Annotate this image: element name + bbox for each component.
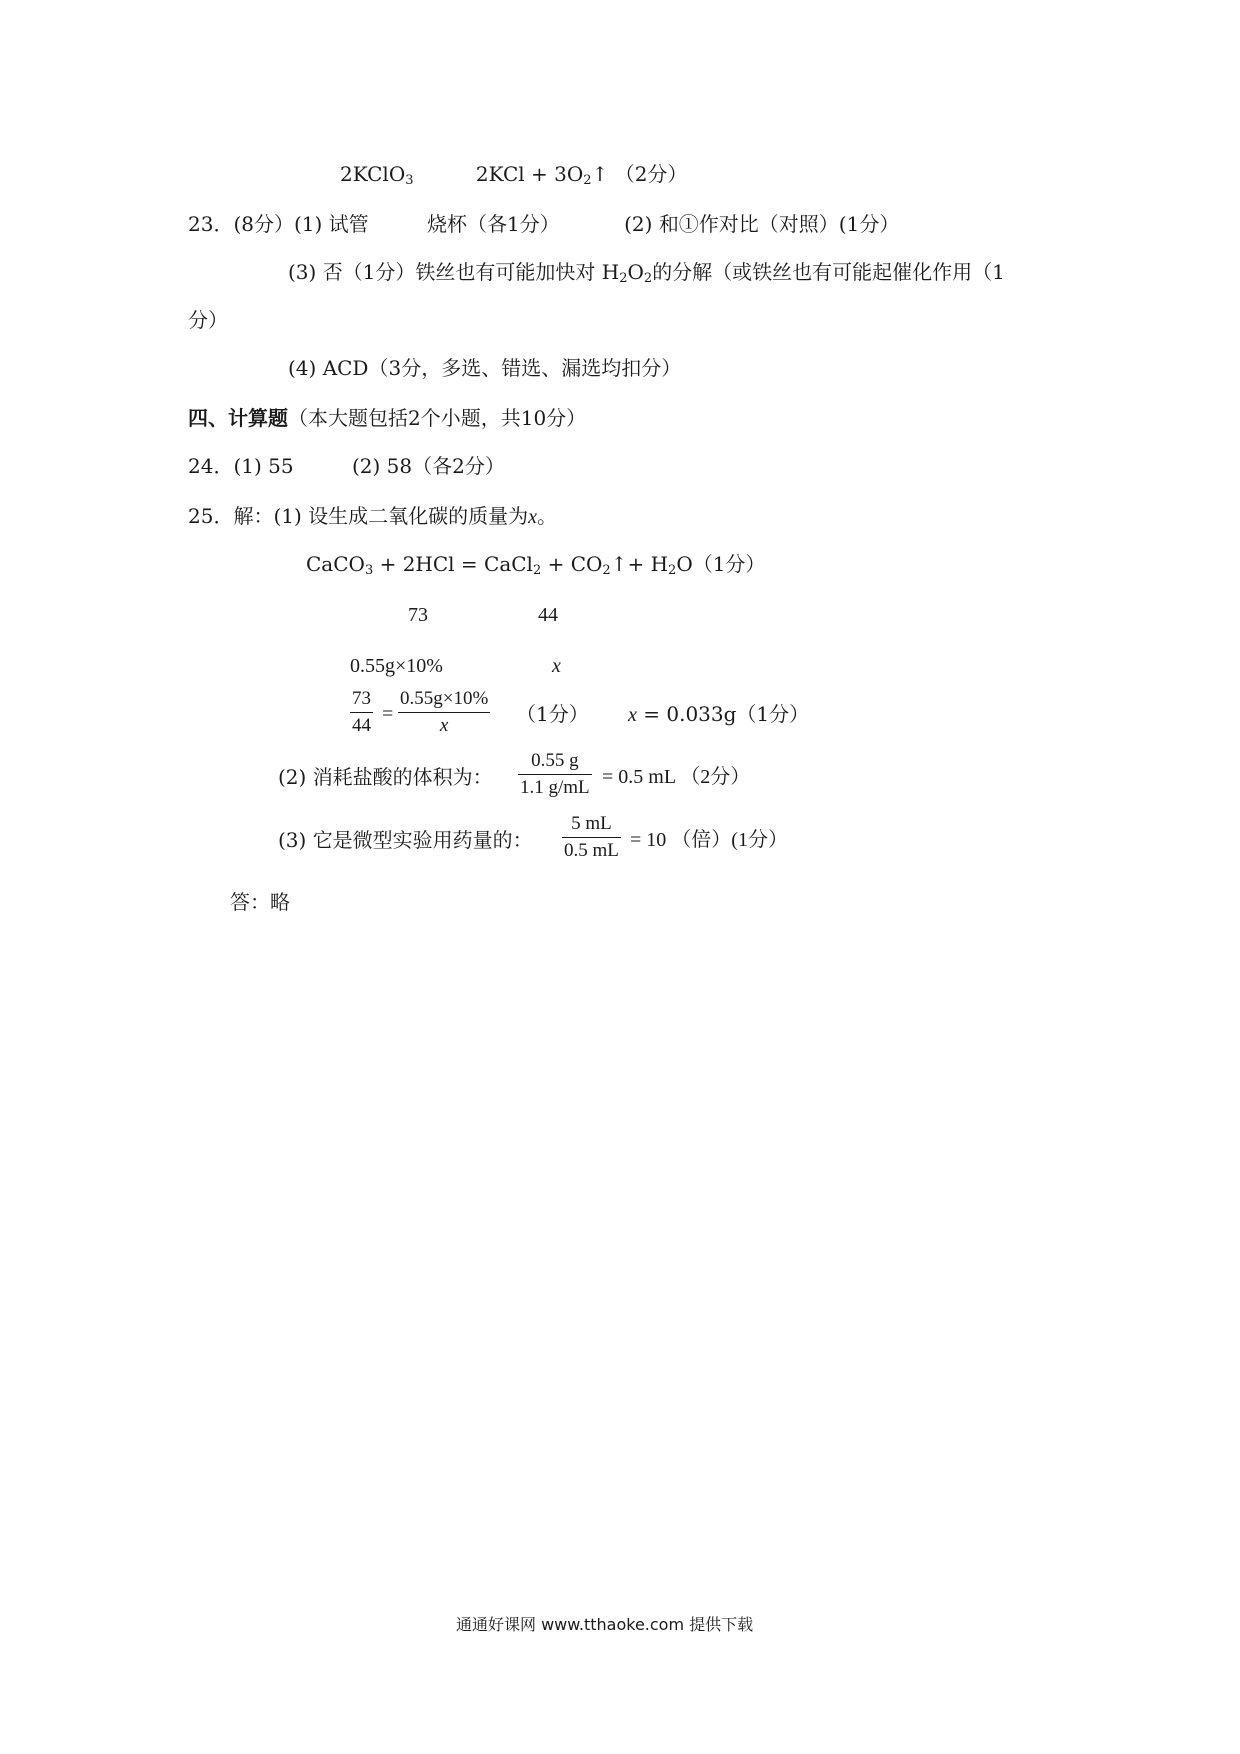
q25-equation: CaCO$_3$ + 2HCl = CaCl$_2$ + $CO_2↑+ H_2O(1$分） bbox=[306, 552, 766, 578]
q25-intro: 25．解：(1) 设生成二氧化碳的质量为x。 bbox=[188, 504, 558, 528]
ratio-fraction-right: 0.55g×10% x bbox=[400, 688, 489, 736]
unknown-x: x bbox=[552, 655, 561, 677]
section-title: 四、计算题 bbox=[188, 406, 288, 430]
part2-result: = 0.5 mL （2分） bbox=[602, 766, 751, 788]
result-line: x = 0.033g（1分） bbox=[628, 702, 810, 726]
part3-fraction: 5 mL 0.5 mL bbox=[564, 813, 619, 861]
products: $2KCl + 3O_2↑$ bbox=[475, 162, 609, 188]
equals-sign: = bbox=[382, 703, 394, 725]
q23-line1: 23．(8分）(1) 试管 烧杯（各1分） (2) 和①作对比（对照）(1分） bbox=[188, 212, 900, 236]
q23-line4: (4) ACD（3分，多选、错选、漏选均扣分） bbox=[288, 356, 682, 380]
part3-result: = 10 （倍）(1分） bbox=[630, 829, 788, 851]
reaction-score: （2分） bbox=[614, 162, 688, 186]
part3-label: (3) 它是微型实验用药量的： bbox=[278, 828, 533, 852]
footer-text: 通通好课网 www.tthaoke.com 提供下载 bbox=[456, 1615, 754, 1634]
given-mass: 0.55g×10% bbox=[350, 655, 443, 677]
ratio-score: （1分） bbox=[516, 702, 589, 726]
answer-line: 答：略 bbox=[230, 890, 290, 914]
q23-line3: 分） bbox=[188, 308, 228, 332]
section-note: （本大题包括2个小题，共10分） bbox=[288, 406, 587, 430]
mass-hcl: 73 bbox=[408, 604, 428, 626]
part2-fraction: 0.55 g 1.1 g/mL bbox=[520, 750, 590, 798]
kclo3-reaction bbox=[340, 160, 687, 195]
q24-line: 24．(1) 55 (2) 58（各2分） bbox=[188, 454, 505, 478]
ratio-fraction-left: 73 44 bbox=[352, 688, 371, 736]
reactant: 2KClO$_3$ bbox=[340, 162, 414, 188]
mass-co2: 44 bbox=[538, 604, 558, 626]
section-heading bbox=[188, 404, 586, 432]
part2-label: (2) 消耗盐酸的体积为： bbox=[278, 765, 493, 789]
q23-line2: (3) 否（1分）铁丝也有可能加快对 $H_2O_2$的分解（或铁丝也有可能起催化作用（1 bbox=[288, 260, 1005, 286]
